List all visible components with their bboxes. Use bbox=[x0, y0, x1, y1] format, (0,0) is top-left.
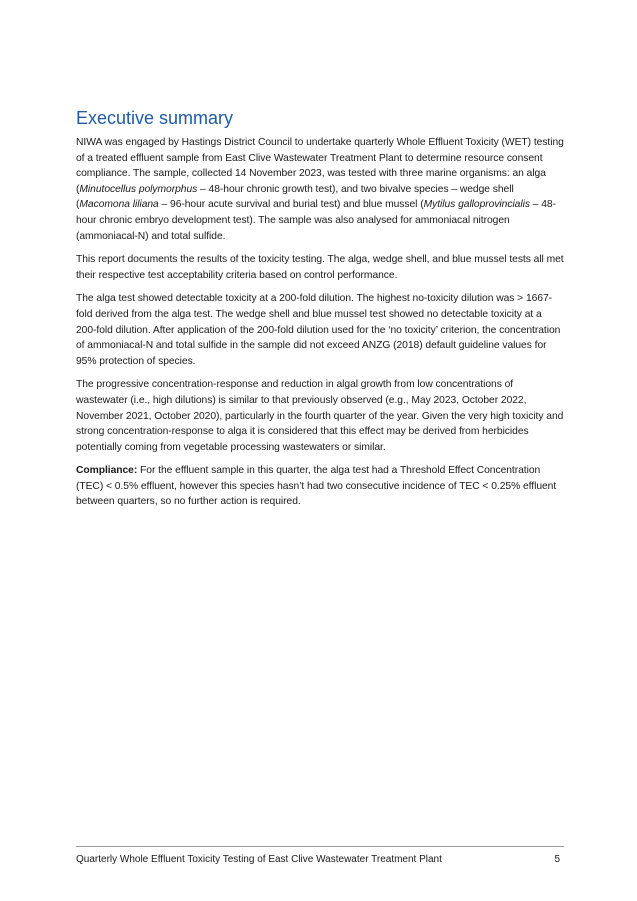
paragraph-test-acceptability: This report documents the results of the toxicity testing. The alga, wedge shell, and blue mussel tests all met their respective test acceptability criteria based on control performance. bbox=[76, 254, 564, 281]
paragraph-toxicity-results: The alga test showed detectable toxicity at a 200-fold dilution. The highest no-toxicity dilution was > 1667-fold derived from the alga test. The wedge shell and blue mussel test showed no detectable toxicity at a 200-fold dilution. After application of the 200-fold dilution used for the ‘no toxicity’ criterion, the concentration of ammoniacal-N and total sulfide in the sample did not exceed ANZG (2018) default guideline values for 95% protection of species. bbox=[76, 293, 561, 367]
intro-text-2: – 48-hour chronic growth test), and two bivalve species – wedge shell ( bbox=[76, 183, 514, 211]
intro-text-1: NIWA was engaged by Hastings District Council to undertake quarterly Whole Effluent Toxicity (WET) testing of a treated effluent sample from East Clive Wastewater Treatment Plant to determine resource consent compliance. The sample, collected 14 November 2023, was tested with three marine organisms: an alga ( bbox=[76, 137, 564, 195]
species-name-alga: Minutocellus polymorphus bbox=[79, 183, 198, 195]
paragraph-concentration-response: The progressive concentration-response and reduction in algal growth from low concentrations of wastewater (i.e., high dilutions) is similar to that previously observed (e.g., May 2023, October 2022, November 2021, October 2020), particularly in the fourth quarter of the year. Given the very high toxicity and strong concentration-response to alga it is considered that this effect may be derived from herbicides potentially coming from vegetable processing wastewaters or similar. bbox=[76, 379, 564, 453]
section-heading: Executive summary bbox=[76, 108, 234, 128]
intro-text-4: – 48-hour chronic embryo development test). The sample was also analysed for ammoniacal nitrogen (ammoniacal-N) and total sulfide. bbox=[76, 199, 556, 242]
compliance-label: Compliance: bbox=[76, 465, 138, 477]
species-name-wedge-shell: Macomona liliana bbox=[79, 199, 159, 211]
executive-summary-section bbox=[76, 106, 564, 518]
paragraph-introduction bbox=[76, 135, 564, 244]
page-footer bbox=[76, 846, 564, 865]
species-name-blue-mussel: Mytilus galloprovincialis bbox=[423, 199, 530, 211]
compliance-text: For the effluent sample in this quarter, the alga test had a Threshold Effect Concentration (TEC) < 0.5% effluent, however this species hasn’t had two consecutive incidence of TEC < 0.25% effluent between quarters, so no further action is required. bbox=[76, 465, 557, 508]
intro-text-3: – 96-hour acute survival and burial test) and blue mussel ( bbox=[158, 199, 424, 211]
footer-title: Quarterly Whole Effluent Toxicity Testing of East Clive Wastewater Treatment Plant bbox=[76, 854, 442, 865]
paragraph-compliance bbox=[76, 463, 564, 510]
page-number: 5 bbox=[554, 854, 560, 865]
